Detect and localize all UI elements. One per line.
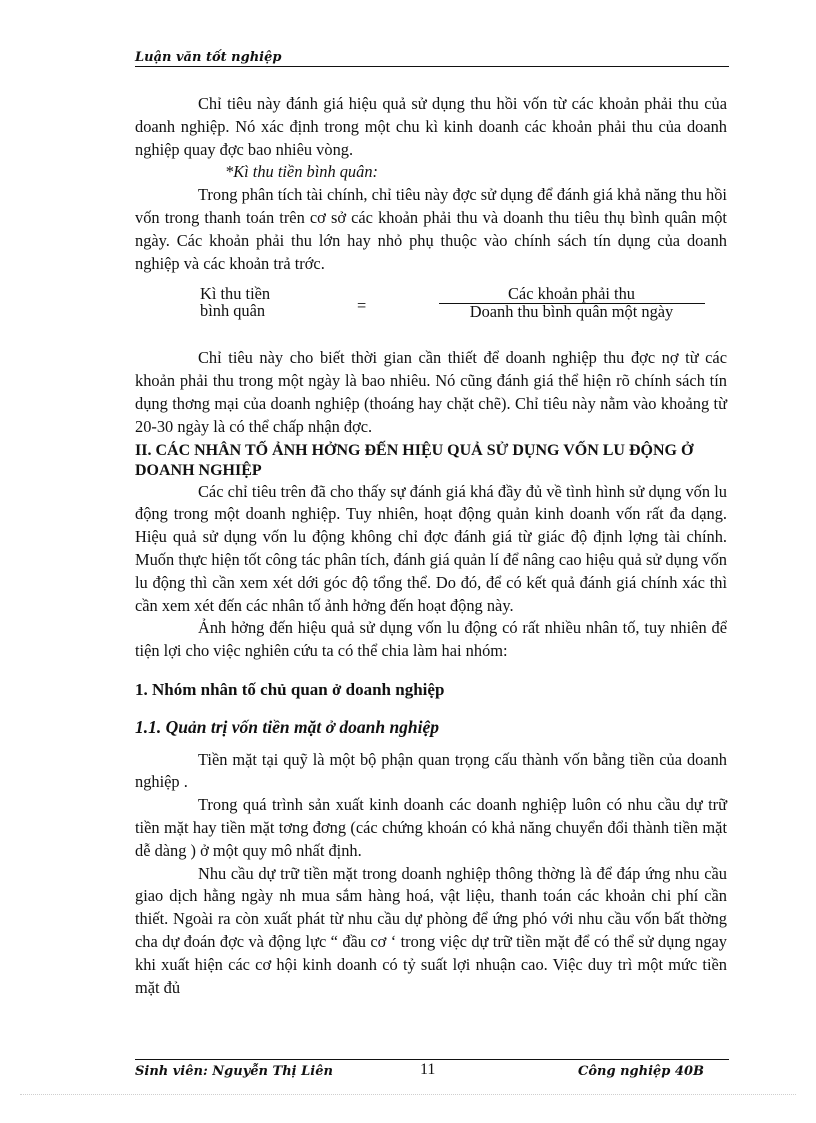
heading-item-1-1: 1.1. Quản trị vốn tiền mặt ở doanh nghiệp	[135, 716, 440, 737]
document-body	[135, 93, 727, 999]
formula-left	[200, 285, 270, 319]
paragraph: Nhu cầu dự trữ tiền mặt trong doanh nghiệp thông thờng là để đáp ứng nhu cầu giao dịch hằng ngày nh mua sắm hàng hoá, vật liệu, thanh toán các khoản chi phí cần thiết. Ngoài ra còn xuất phát từ nhu cầu dự phòng để ứng phó với nhu cầu vốn bất thờng cha dự đoán đợc và động lực “ đầu cơ ‘ trong việc dự trữ tiền mặt để có thể sử dụng ngay khi xuất hiện các cơ hội kinh doanh có tỷ suất lợi nhuận cao. Việc duy trì một mức tiền mặt đủ	[135, 863, 727, 997]
paragraph: Ảnh hởng đến hiệu quả sử dụng vốn lu động có rất nhiều nhân tố, tuy nhiên để tiện lợi cho việc nghiên cứu ta có thể chia làm hai nhóm:	[135, 618, 727, 661]
formula-left-line1: Kì thu tiền	[200, 284, 271, 304]
paragraph: Chỉ tiêu này cho biết thời gian cần thiết để doanh nghiệp thu đợc nợ từ các khoản phải thu trong một ngày là bao nhiêu. Nó cũng đánh giá thể hiện rõ chính sách tín dụng thơng mại của doanh nghiệp (thoáng hay chặt chẽ). Chỉ tiêu này nằm vào khoảng từ 20-30 ngày là có thể chấp nhận đợc.	[135, 348, 727, 436]
footer-student: Sinh viên: Nguyễn Thị Liên	[135, 1064, 333, 1079]
section-heading: II. CÁC NHÂN TỐ ẢNH HỞNG ĐẾN HIỆU QUẢ SỬ DỤNG VỐN LU ĐỘNG Ở DOANH NGHIỆP	[135, 441, 694, 479]
paragraph: Tiền mặt tại quỹ là một bộ phận quan trọng cấu thành vốn bằng tiền của doanh nghiệp .	[135, 749, 727, 792]
footer-rule	[135, 1059, 729, 1060]
heading-item-1: 1. Nhóm nhân tố chủ quan ở doanh nghiệp	[135, 679, 445, 699]
formula-equals: =	[357, 296, 367, 316]
paragraph: Trong phân tích tài chính, chỉ tiêu này đợc sử dụng để đánh giá khả năng thu hồi vốn trong thanh toán trên cơ sở các khoản phải thu và doanh thu tiêu thụ bình quân một ngày. Các khoản phải thu lớn hay nhỏ phụ thuộc vào chính sách tín dụng của doanh nghiệp và các khoản trả trớc.	[135, 185, 727, 273]
page-number: 11	[420, 1061, 436, 1078]
paragraph: Các chỉ tiêu trên đã cho thấy sự đánh giá khá đầy đủ về tình hình sử dụng vốn lu động trong một doanh nghiệp. Tuy nhiên, hoạt động quản kinh doanh vốn rất đa dạng. Hiệu quả sử dụng vốn lu động không chỉ đợc đánh giá từ giác độ định lợng tài chính. Muốn thực hiện tốt công tác phân tích, đánh giá quản lí để nâng cao hiệu quả sử dụng vốn lu động thì cần xem xét dới góc độ tổng thể. Do đó, để có kết quả đánh giá chính xác thì cần xem xét đến các nhân tố ảnh hởng đến hoạt động này.	[135, 481, 727, 615]
subheading: *Kì thu tiền bình quân:	[225, 162, 378, 182]
formula-left-line2: bình quân	[200, 301, 266, 321]
running-header: Luận văn tốt nghiệp	[135, 50, 282, 65]
formula-numerator: Các khoản phải thu	[508, 284, 635, 304]
page-edge-divider	[20, 1094, 796, 1095]
footer-class: Công nghiệp 40B	[578, 1064, 704, 1079]
paragraph: Chỉ tiêu này đánh giá hiệu quả sử dụng thu hồi vốn từ các khoản phải thu của doanh nghiệp. Nó xác định trong một chu kì kinh doanh các khoản phải thu của doanh nghiệp quay đợc bao nhiêu vòng.	[135, 94, 727, 159]
paragraph: Trong quá trình sản xuất kinh doanh các doanh nghiệp luôn có nhu cầu dự trữ tiền mặt hay tiền mặt tơng đơng (các chứng khoán có khả năng chuyển đổi thành tiền mặt dễ dàng ) ở một quy mô nhất định.	[135, 795, 727, 860]
formula-denominator: Doanh thu bình quân một ngày	[469, 302, 674, 322]
header-rule	[135, 66, 729, 67]
formula	[135, 285, 727, 341]
